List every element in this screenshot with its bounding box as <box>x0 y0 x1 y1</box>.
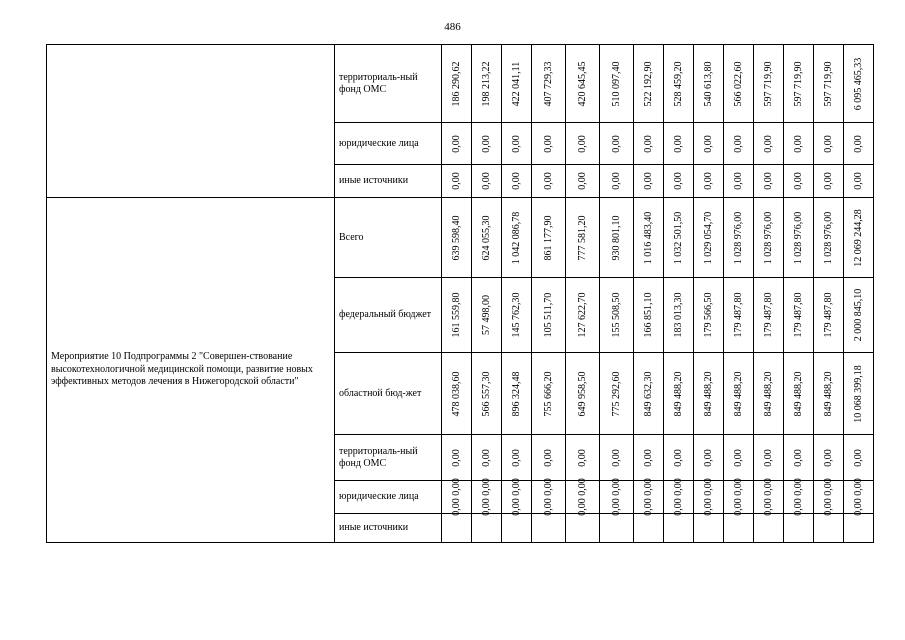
value-cell <box>442 435 472 481</box>
value-text: 0,00 <box>792 134 804 153</box>
value-cell <box>472 514 502 543</box>
value-cell <box>844 45 874 123</box>
value-text: 1 028 976,00 <box>732 211 744 264</box>
value-cell <box>634 45 664 123</box>
value-cell <box>502 353 532 435</box>
value-text: 0,00 0,00 <box>762 478 774 516</box>
value-cell <box>472 278 502 353</box>
value-cell <box>754 198 784 278</box>
value-text: 161 559,80 <box>450 292 462 338</box>
value-text: 1 029 054,70 <box>702 211 714 264</box>
value-cell <box>814 165 844 198</box>
value-text: 0,00 <box>542 448 554 467</box>
value-text: 0,00 <box>702 172 714 190</box>
value-cell <box>784 45 814 123</box>
value-cell <box>724 198 754 278</box>
value-cell <box>566 353 600 435</box>
value-cell <box>472 478 502 516</box>
value-text: 0,00 <box>510 172 522 190</box>
value-cell <box>664 435 694 481</box>
value-cell <box>694 435 724 481</box>
value-cell <box>754 514 784 543</box>
value-text: 522 192,90 <box>642 61 654 106</box>
value-text: 597 719,90 <box>822 61 834 106</box>
value-text: 0,00 0,00 <box>852 478 864 516</box>
value-cell <box>634 165 664 198</box>
value-cell <box>566 123 600 165</box>
value-text: 0,00 <box>642 134 654 153</box>
value-cell <box>472 435 502 481</box>
value-cell <box>472 165 502 198</box>
value-text: 166 851,10 <box>642 292 654 338</box>
funding-source-cell: федеральный бюджет <box>335 278 442 353</box>
value-text: 566 557,30 <box>480 371 492 416</box>
value-cell <box>600 45 634 123</box>
funding-source-cell: иные источники <box>335 165 442 198</box>
value-cell <box>502 123 532 165</box>
value-text: 0,00 <box>610 172 622 190</box>
funding-source-cell: юридические лица <box>335 123 442 165</box>
value-cell <box>600 478 634 516</box>
value-text: 0,00 <box>672 172 684 190</box>
value-text: 849 488,20 <box>822 371 834 416</box>
value-text: 0,00 <box>450 134 462 153</box>
value-text: 0,00 <box>852 448 864 467</box>
value-text: 0,00 <box>642 448 654 467</box>
funding-table <box>46 44 874 543</box>
value-cell <box>634 478 664 516</box>
value-cell <box>724 278 754 353</box>
value-cell <box>754 278 784 353</box>
value-cell <box>724 45 754 123</box>
value-text: 896 324,48 <box>510 371 522 416</box>
value-cell <box>472 353 502 435</box>
value-text: 1 032 501,50 <box>672 211 684 264</box>
value-text: 0,00 <box>822 448 834 467</box>
value-text: 624 055,30 <box>480 215 492 260</box>
value-cell <box>694 353 724 435</box>
value-text: 597 719,90 <box>792 61 804 106</box>
funding-table-container <box>46 44 874 543</box>
value-cell <box>784 278 814 353</box>
value-cell <box>442 198 472 278</box>
value-cell <box>442 353 472 435</box>
value-cell <box>532 478 566 516</box>
value-cell <box>754 165 784 198</box>
value-text: 0,00 0,00 <box>542 478 554 516</box>
value-cell <box>844 478 874 516</box>
value-cell <box>814 45 844 123</box>
value-text: 0,00 <box>576 134 588 153</box>
value-text: 0,00 0,00 <box>822 478 834 516</box>
value-text: 0,00 <box>480 448 492 467</box>
value-text: 0,00 0,00 <box>610 478 622 516</box>
value-cell <box>844 514 874 543</box>
value-text: 0,00 <box>732 172 744 190</box>
value-text: 639 598,40 <box>450 215 462 260</box>
value-cell <box>600 278 634 353</box>
value-cell <box>532 514 566 543</box>
value-text: 12 069 244,28 <box>852 208 864 267</box>
value-cell <box>664 353 694 435</box>
value-cell <box>814 435 844 481</box>
value-text: 0,00 <box>702 448 714 467</box>
value-cell <box>784 123 814 165</box>
value-text: 179 487,80 <box>792 292 804 338</box>
value-cell <box>502 514 532 543</box>
value-cell <box>724 435 754 481</box>
value-cell <box>634 353 664 435</box>
value-text: 0,00 <box>852 172 864 190</box>
value-cell <box>634 278 664 353</box>
value-text: 0,00 <box>792 448 804 467</box>
value-text: 510 097,40 <box>610 61 622 106</box>
value-cell <box>664 514 694 543</box>
value-cell <box>694 165 724 198</box>
funding-source-cell: территориаль-ный фонд ОМС <box>335 435 442 481</box>
value-cell <box>664 478 694 516</box>
value-text: 0,00 0,00 <box>510 478 522 516</box>
value-text: 0,00 <box>672 134 684 153</box>
value-cell <box>566 165 600 198</box>
value-cell <box>784 435 814 481</box>
value-text: 105 511,70 <box>542 292 554 338</box>
value-cell <box>844 435 874 481</box>
value-text: 930 801,10 <box>610 215 622 260</box>
value-cell <box>694 198 724 278</box>
value-cell <box>600 165 634 198</box>
value-cell <box>566 45 600 123</box>
value-cell <box>502 278 532 353</box>
value-cell <box>694 123 724 165</box>
value-cell <box>694 278 724 353</box>
value-cell <box>754 353 784 435</box>
value-cell <box>442 278 472 353</box>
value-text: 0,00 0,00 <box>702 478 714 516</box>
page-number: 486 <box>444 21 461 33</box>
value-text: 777 581,20 <box>576 215 588 260</box>
value-text: 0,00 <box>480 172 492 190</box>
value-cell <box>664 123 694 165</box>
value-text: 0,00 <box>822 172 834 190</box>
value-text: 0,00 <box>450 172 462 190</box>
value-cell <box>754 45 784 123</box>
value-text: 179 566,50 <box>702 292 714 338</box>
value-text: 0,00 <box>732 448 744 467</box>
value-text: 0,00 <box>702 134 714 153</box>
funding-source-cell: территориаль-ный фонд ОМС <box>335 45 442 123</box>
value-text: 0,00 0,00 <box>732 478 744 516</box>
value-text: 0,00 <box>852 134 864 153</box>
value-text: 179 487,80 <box>732 292 744 338</box>
value-cell <box>502 478 532 516</box>
value-cell <box>566 278 600 353</box>
value-cell <box>634 198 664 278</box>
value-cell <box>634 435 664 481</box>
value-cell <box>784 353 814 435</box>
value-cell <box>566 198 600 278</box>
value-cell <box>634 514 664 543</box>
value-text: 145 762,30 <box>510 292 522 338</box>
value-cell <box>754 478 784 516</box>
value-text: 0,00 <box>762 134 774 153</box>
value-text: 0,00 <box>642 172 654 190</box>
value-text: 0,00 <box>610 448 622 467</box>
value-cell <box>502 45 532 123</box>
value-text: 566 022,60 <box>732 61 744 106</box>
value-cell <box>694 514 724 543</box>
value-cell <box>600 353 634 435</box>
value-cell <box>442 123 472 165</box>
value-cell <box>566 478 600 516</box>
value-cell <box>442 45 472 123</box>
value-text: 0,00 0,00 <box>672 478 684 516</box>
value-cell <box>724 123 754 165</box>
value-text: 186 290,62 <box>450 61 462 106</box>
funding-table-body <box>47 45 874 543</box>
value-text: 1 016 483,40 <box>642 211 654 264</box>
value-cell <box>814 198 844 278</box>
value-cell <box>472 123 502 165</box>
value-text: 849 632,30 <box>642 371 654 416</box>
value-cell <box>532 45 566 123</box>
value-text: 0,00 <box>762 172 774 190</box>
value-text: 0,00 0,00 <box>576 478 588 516</box>
value-cell <box>634 123 664 165</box>
value-text: 0,00 <box>822 134 834 153</box>
value-cell <box>664 198 694 278</box>
funding-source-cell: иные источники <box>335 514 442 543</box>
value-text: 478 038,60 <box>450 371 462 416</box>
funding-source-cell: юридические лица <box>335 481 442 514</box>
value-text: 755 666,20 <box>542 371 554 416</box>
value-cell <box>502 198 532 278</box>
value-text: 0,00 0,00 <box>642 478 654 516</box>
value-text: 1 028 976,00 <box>822 211 834 264</box>
value-cell <box>532 198 566 278</box>
value-cell <box>784 514 814 543</box>
value-text: 420 645,45 <box>576 61 588 106</box>
value-cell <box>502 435 532 481</box>
value-cell <box>566 435 600 481</box>
value-text: 198 213,22 <box>480 61 492 106</box>
funding-source-cell: областной бюд-жет <box>335 353 442 435</box>
value-text: 0,00 <box>576 448 588 467</box>
value-cell <box>814 123 844 165</box>
value-cell <box>844 278 874 353</box>
value-cell <box>844 198 874 278</box>
value-text: 183 013,30 <box>672 292 684 338</box>
value-text: 179 487,80 <box>762 292 774 338</box>
value-cell <box>724 165 754 198</box>
value-text: 179 487,80 <box>822 292 834 338</box>
value-text: 0,00 <box>542 134 554 153</box>
value-cell <box>532 165 566 198</box>
value-text: 407 729,33 <box>542 61 554 106</box>
value-cell <box>600 123 634 165</box>
value-cell <box>724 353 754 435</box>
value-cell <box>502 165 532 198</box>
measure-name-cell <box>47 45 335 198</box>
value-text: 0,00 <box>576 172 588 190</box>
value-cell <box>694 478 724 516</box>
value-cell <box>664 165 694 198</box>
value-text: 849 488,20 <box>792 371 804 416</box>
value-text: 861 177,90 <box>542 215 554 260</box>
value-cell <box>754 435 784 481</box>
value-cell <box>600 435 634 481</box>
value-cell <box>814 278 844 353</box>
value-text: 0,00 0,00 <box>450 478 462 516</box>
table-row <box>47 45 874 123</box>
value-cell <box>724 514 754 543</box>
value-text: 6 095 465,33 <box>852 57 864 110</box>
value-cell <box>664 45 694 123</box>
value-cell <box>694 45 724 123</box>
value-text: 422 041,11 <box>510 61 522 106</box>
value-cell <box>532 435 566 481</box>
value-cell <box>724 478 754 516</box>
value-cell <box>532 123 566 165</box>
value-text: 57 498,00 <box>480 295 492 335</box>
value-text: 0,00 0,00 <box>480 478 492 516</box>
measure-name-cell: Мероприятие 10 Подпрограммы 2 "Совершен-ствование высокотехнологичной медицинской помощи, развитие новых эффективных методов лечения в Нижегородской области" <box>47 198 335 543</box>
value-cell <box>442 478 472 516</box>
value-text: 0,00 <box>510 134 522 153</box>
value-text: 849 488,20 <box>702 371 714 416</box>
value-text: 1 042 086,78 <box>510 211 522 264</box>
value-cell <box>844 123 874 165</box>
value-text: 775 292,60 <box>610 371 622 416</box>
value-cell <box>814 353 844 435</box>
value-text: 0,00 <box>610 134 622 153</box>
value-text: 10 068 399,18 <box>852 364 864 423</box>
table-row <box>47 198 874 278</box>
value-text: 849 488,20 <box>732 371 744 416</box>
value-text: 2 000 845,10 <box>852 288 864 342</box>
value-text: 0,00 <box>542 172 554 190</box>
value-cell <box>532 353 566 435</box>
value-cell <box>442 514 472 543</box>
value-cell <box>472 198 502 278</box>
value-text: 849 488,20 <box>762 371 774 416</box>
value-text: 0,00 0,00 <box>792 478 804 516</box>
value-text: 597 719,90 <box>762 61 774 106</box>
value-cell <box>844 353 874 435</box>
value-text: 849 488,20 <box>672 371 684 416</box>
value-text: 540 613,80 <box>702 61 714 106</box>
funding-source-cell: Всего <box>335 198 442 278</box>
value-text: 528 459,20 <box>672 61 684 106</box>
value-text: 155 508,50 <box>610 292 622 338</box>
value-cell <box>754 123 784 165</box>
value-text: 1 028 976,00 <box>762 211 774 264</box>
value-text: 127 622,70 <box>576 292 588 338</box>
value-cell <box>784 198 814 278</box>
value-cell <box>566 514 600 543</box>
value-text: 0,00 <box>732 134 744 153</box>
value-text: 649 958,50 <box>576 371 588 416</box>
value-cell <box>844 165 874 198</box>
value-cell <box>664 278 694 353</box>
value-cell <box>814 478 844 516</box>
value-cell <box>784 478 814 516</box>
value-text: 0,00 <box>510 448 522 467</box>
value-cell <box>472 45 502 123</box>
value-cell <box>814 514 844 543</box>
value-text: 0,00 <box>672 448 684 467</box>
value-text: 1 028 976,00 <box>792 211 804 264</box>
value-cell <box>532 278 566 353</box>
value-text: 0,00 <box>762 448 774 467</box>
value-cell <box>784 165 814 198</box>
value-text: 0,00 <box>480 134 492 153</box>
value-cell <box>600 514 634 543</box>
value-text: 0,00 <box>792 172 804 190</box>
value-cell <box>442 165 472 198</box>
value-text: 0,00 <box>450 448 462 467</box>
value-cell <box>600 198 634 278</box>
